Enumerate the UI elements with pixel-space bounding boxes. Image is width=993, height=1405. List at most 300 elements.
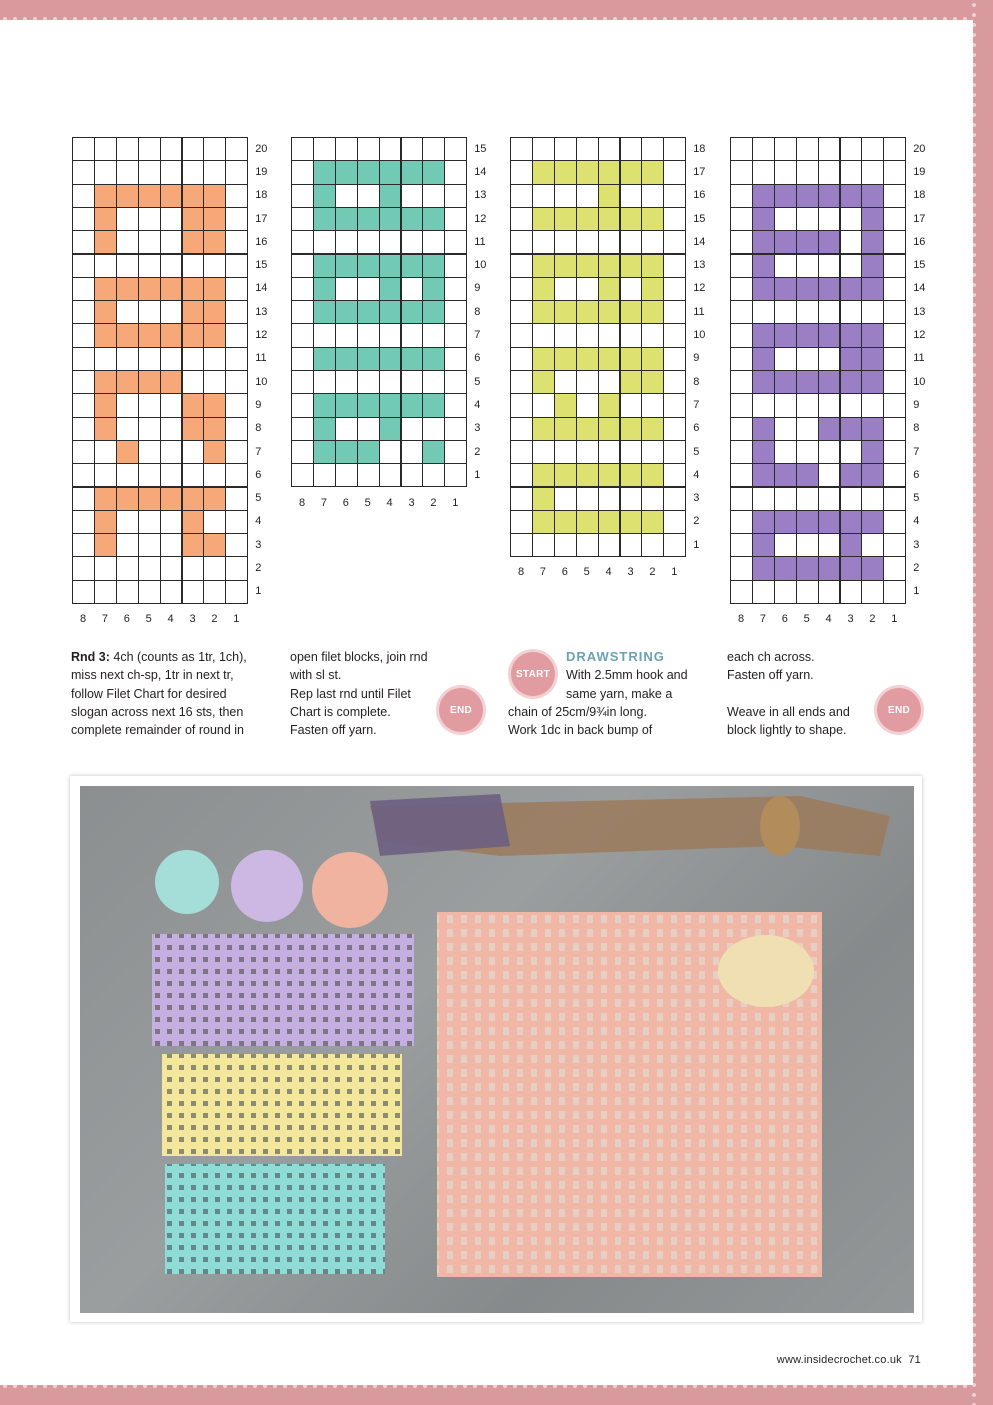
chart-cell <box>116 347 139 371</box>
chart-cell <box>138 533 161 557</box>
chart-cell <box>818 300 841 324</box>
chart-cell <box>818 160 841 184</box>
chart-cell <box>576 207 599 231</box>
chart-cell <box>796 417 819 441</box>
chart-cell <box>532 207 555 231</box>
chart-cell <box>554 370 577 394</box>
lace-trim-right <box>969 0 979 1405</box>
chart-column-number: 1 <box>452 496 459 509</box>
chart-cell <box>160 300 183 324</box>
chart-cell <box>752 533 775 557</box>
chart-row-number: 15 <box>693 212 706 225</box>
chart-cell <box>160 160 183 184</box>
chart-cell <box>94 277 117 301</box>
chart-cell <box>774 417 797 441</box>
chart-cell <box>554 440 577 464</box>
chart-cell <box>796 533 819 557</box>
chart-cell <box>554 393 577 417</box>
chart-cell <box>774 323 797 347</box>
chart-cell <box>160 463 183 487</box>
chart-row-number: 15 <box>474 142 487 155</box>
chart-row-number: 7 <box>255 445 262 458</box>
chart-cell <box>774 230 797 254</box>
chart-cell <box>94 347 117 371</box>
chart-cell <box>510 207 533 231</box>
chart-cell <box>620 184 643 208</box>
chart-cell <box>554 277 577 301</box>
chart-cell <box>818 580 841 604</box>
chart-cell <box>554 137 577 161</box>
chart-cell <box>818 347 841 371</box>
chart-cell <box>620 230 643 254</box>
chart-cell <box>357 393 380 417</box>
chart-cell <box>357 160 380 184</box>
chart-row-number: 6 <box>693 422 700 435</box>
chart-cell <box>620 463 643 487</box>
chart-cell <box>94 323 117 347</box>
chart-cell <box>138 160 161 184</box>
chart-cell <box>576 160 599 184</box>
chart-cell <box>203 556 226 580</box>
chart-cell <box>641 207 664 231</box>
chart-cell <box>94 463 117 487</box>
chart-cell <box>94 137 117 161</box>
chart-cell <box>730 533 753 557</box>
chart-cell <box>401 440 424 464</box>
chart-cell <box>444 160 467 184</box>
chart-cell <box>883 533 906 557</box>
chart-column-number: 6 <box>123 613 130 625</box>
chart-cell <box>444 207 467 231</box>
chart-cell <box>138 393 161 417</box>
chart-cell <box>840 323 863 347</box>
chart-cell <box>203 230 226 254</box>
chart-cell <box>840 463 863 487</box>
chart-row-number: 10 <box>693 329 706 342</box>
chart-cell <box>663 393 686 417</box>
chart-cell <box>752 393 775 417</box>
instruction-line: with sl st. <box>290 668 342 683</box>
chart-cell <box>313 184 336 208</box>
chart-cell <box>422 370 445 394</box>
chart-row-number: 10 <box>474 259 487 272</box>
chart-cell <box>138 207 161 231</box>
instruction-line: 4ch (counts as 1tr, 1ch), <box>109 650 247 664</box>
chart-cell <box>861 254 884 278</box>
chart-cell <box>598 254 621 278</box>
chart-cell <box>730 184 753 208</box>
chart-cell <box>774 254 797 278</box>
chart-cell <box>444 300 467 324</box>
instruction-line: Chart is complete. <box>290 704 391 719</box>
chart-cell <box>160 184 183 208</box>
chart-cell <box>532 417 555 441</box>
chart-cell <box>840 393 863 417</box>
chart-cell <box>663 277 686 301</box>
chart-cell <box>313 393 336 417</box>
chart-cell <box>379 347 402 371</box>
chart-cell <box>379 277 402 301</box>
chart-row-number: 16 <box>913 235 926 248</box>
chart-row-number: 2 <box>474 445 481 458</box>
chart-column-number: 6 <box>342 496 349 509</box>
chart-cell <box>883 393 906 417</box>
instruction-line: each ch across. <box>727 650 815 664</box>
chart-cell <box>357 417 380 441</box>
chart-row-number: 12 <box>693 282 706 295</box>
chart-cell <box>774 137 797 161</box>
chart-cell <box>796 160 819 184</box>
chart-cell <box>401 254 424 278</box>
chart-cell <box>225 160 248 184</box>
chart-cell <box>752 580 775 604</box>
chart-cell <box>598 277 621 301</box>
chart-cell <box>225 323 248 347</box>
chart-cell <box>883 463 906 487</box>
chart-cell <box>203 207 226 231</box>
chart-row-number: 17 <box>693 165 706 178</box>
chart-cell <box>752 487 775 511</box>
chart-cell <box>641 277 664 301</box>
chart-cell <box>641 137 664 161</box>
chart-cell <box>203 323 226 347</box>
chart-cell <box>335 277 358 301</box>
chart-cell <box>620 207 643 231</box>
chart-cell <box>444 277 467 301</box>
chart-cell <box>818 254 841 278</box>
chart-cell <box>840 254 863 278</box>
chart-row-number: 11 <box>693 305 705 318</box>
chart-cell <box>620 393 643 417</box>
chart-cell <box>335 393 358 417</box>
chart-column-number: 2 <box>211 613 218 625</box>
chart-cell <box>620 370 643 394</box>
chart-cell <box>444 230 467 254</box>
chart-cell <box>138 254 161 278</box>
chart-column-number: 3 <box>408 496 415 509</box>
chart-cell <box>840 230 863 254</box>
chart-cell <box>160 230 183 254</box>
chart-cell <box>861 137 884 161</box>
instruction-line: Fasten off yarn. <box>727 668 814 683</box>
chart-cell <box>576 463 599 487</box>
chart-cell <box>598 463 621 487</box>
chart-cell <box>840 440 863 464</box>
chart-cell <box>116 580 139 604</box>
chart-cell <box>225 463 248 487</box>
chart-cell <box>94 370 117 394</box>
chart-cell <box>182 463 205 487</box>
chart-cell <box>72 510 95 534</box>
chart-cell <box>72 417 95 441</box>
chart-cell <box>116 277 139 301</box>
lace-trim-bottom <box>0 1381 973 1391</box>
chart-cell <box>225 254 248 278</box>
chart-cell <box>401 300 424 324</box>
chart-cell <box>72 277 95 301</box>
chart-cell <box>335 463 358 487</box>
chart-cell <box>796 323 819 347</box>
chart-cell <box>840 487 863 511</box>
chart-cell <box>160 417 183 441</box>
chart-row-number: 3 <box>913 538 920 551</box>
chart-cell <box>444 370 467 394</box>
chart-cell <box>576 277 599 301</box>
chart-cell <box>138 510 161 534</box>
chart-cell <box>182 184 205 208</box>
chart-row-number: 19 <box>913 165 926 178</box>
chart-cell <box>730 370 753 394</box>
chart-cell <box>138 184 161 208</box>
chart-cell <box>422 463 445 487</box>
chart-row-number: 16 <box>693 189 706 202</box>
chart-cell <box>313 137 336 161</box>
chart-row-number: 9 <box>913 398 920 411</box>
instruction-line: Fasten off yarn. <box>290 723 377 738</box>
chart-cell <box>840 347 863 371</box>
chart-cell <box>116 556 139 580</box>
chart-cell <box>291 230 314 254</box>
chart-cell <box>379 417 402 441</box>
chart-column-number: 6 <box>781 613 788 625</box>
chart-cell <box>796 487 819 511</box>
chart-cell <box>335 347 358 371</box>
chart-cell <box>116 323 139 347</box>
chart-cell <box>598 487 621 511</box>
chart-row-number: 3 <box>693 492 700 505</box>
chart-row-number: 13 <box>474 189 487 202</box>
chart-cell <box>182 417 205 441</box>
chart-cell <box>182 393 205 417</box>
chart-cell <box>641 417 664 441</box>
chart-cell <box>620 323 643 347</box>
chart-row-number: 15 <box>913 259 926 272</box>
chart-cell <box>576 300 599 324</box>
chart-cell <box>357 347 380 371</box>
chart-cell <box>752 556 775 580</box>
chart-cell <box>576 440 599 464</box>
chart-cell <box>861 440 884 464</box>
chart-cell <box>225 556 248 580</box>
chart-cell <box>203 254 226 278</box>
chart-cell <box>225 580 248 604</box>
chart-cell <box>160 137 183 161</box>
chart-cell <box>663 487 686 511</box>
chart-cell <box>444 137 467 161</box>
chart-cell <box>138 417 161 441</box>
chart-cell <box>620 417 643 441</box>
chart-cell <box>182 440 205 464</box>
chart-cell <box>182 510 205 534</box>
chart-row-number: 18 <box>913 189 926 202</box>
chart-row-number: 14 <box>693 235 706 248</box>
chart-cell <box>510 510 533 534</box>
chart-cell <box>72 207 95 231</box>
chart-cell <box>861 417 884 441</box>
chart-cell <box>182 370 205 394</box>
chart-cell <box>182 347 205 371</box>
chart-cell <box>774 440 797 464</box>
chart-cell <box>510 277 533 301</box>
chart-row-number: 3 <box>474 422 481 435</box>
chart-cell <box>554 533 577 557</box>
chart-row-number: 8 <box>693 375 700 388</box>
chart-cell <box>774 533 797 557</box>
chart-cell <box>861 510 884 534</box>
chart-cell <box>861 580 884 604</box>
chart-cell <box>598 300 621 324</box>
chart-cell <box>225 184 248 208</box>
chart-cell <box>840 370 863 394</box>
chart-cell <box>138 277 161 301</box>
chart-cell <box>335 323 358 347</box>
chart-cell <box>532 393 555 417</box>
chart-cell <box>818 137 841 161</box>
chart-cell <box>532 277 555 301</box>
chart-cell <box>663 184 686 208</box>
chart-row-number: 1 <box>474 468 481 481</box>
chart-cell <box>160 580 183 604</box>
chart-row-number: 18 <box>255 189 268 202</box>
chart-cell <box>357 300 380 324</box>
chart-cell <box>94 254 117 278</box>
chart-column-number: 2 <box>649 566 656 579</box>
chart-row-number: 8 <box>255 422 262 435</box>
chart-cell <box>182 160 205 184</box>
chart-cell <box>138 347 161 371</box>
chart-cell <box>861 487 884 511</box>
chart-cell <box>203 300 226 324</box>
chart-cell <box>225 370 248 394</box>
chart-cell <box>730 254 753 278</box>
chart-cell <box>422 254 445 278</box>
chart-cell <box>861 277 884 301</box>
chart-cell <box>774 184 797 208</box>
chart-cell <box>379 160 402 184</box>
chart-cell <box>840 160 863 184</box>
chart-cell <box>752 370 775 394</box>
chart-cell <box>422 323 445 347</box>
chart-cell <box>818 533 841 557</box>
chart-cell <box>291 323 314 347</box>
chart-cell <box>532 137 555 161</box>
chart-cell <box>554 254 577 278</box>
chart-cell <box>94 393 117 417</box>
chart-cell <box>796 300 819 324</box>
chart-cell <box>357 440 380 464</box>
chart-cell <box>138 556 161 580</box>
lace-trim-top <box>0 14 973 24</box>
chart-row-number: 11 <box>913 352 925 365</box>
chart-cell <box>160 370 183 394</box>
chart-cell <box>883 160 906 184</box>
chart-cell <box>444 417 467 441</box>
chart-cell <box>620 300 643 324</box>
chart-cell <box>94 580 117 604</box>
chart-row-number: 13 <box>693 259 706 272</box>
chart-cell <box>752 510 775 534</box>
chart-cell <box>730 347 753 371</box>
chart-cell <box>532 463 555 487</box>
chart-cell <box>532 440 555 464</box>
chart-cell <box>663 510 686 534</box>
chart-column-number: 6 <box>561 566 568 579</box>
chart-cell <box>160 323 183 347</box>
chart-cell <box>774 556 797 580</box>
chart-cell <box>357 230 380 254</box>
chart-cell <box>532 254 555 278</box>
chart-cell <box>510 533 533 557</box>
chart-cell <box>116 137 139 161</box>
chart-cell <box>291 300 314 324</box>
chart-cell <box>752 417 775 441</box>
chart-cell <box>72 230 95 254</box>
chart-cell <box>94 510 117 534</box>
chart-row-number: 4 <box>474 398 481 411</box>
chart-cell <box>182 487 205 511</box>
chart-cell <box>641 487 664 511</box>
chart-cell <box>94 300 117 324</box>
chart-cell <box>532 347 555 371</box>
chart-row-number: 1 <box>693 538 700 551</box>
chart-row-number: 3 <box>255 538 262 551</box>
chart-cell <box>752 277 775 301</box>
chart-cell <box>422 417 445 441</box>
chart-row-number: 12 <box>913 329 926 342</box>
instructions-column-3a <box>566 648 726 703</box>
chart-cell <box>182 230 205 254</box>
chart-row-number: 6 <box>474 352 481 365</box>
chart-cell <box>818 230 841 254</box>
chart-column-number: 5 <box>145 613 152 625</box>
chart-column-number: 8 <box>298 496 306 509</box>
chart-cell <box>379 300 402 324</box>
chart-cell <box>641 510 664 534</box>
chart-cell <box>72 300 95 324</box>
chart-cell <box>335 417 358 441</box>
chart-cell <box>357 463 380 487</box>
chart-cell <box>357 370 380 394</box>
chart-cell <box>663 440 686 464</box>
chart-cell <box>663 207 686 231</box>
chart-row-number: 17 <box>255 212 268 225</box>
chart-cell <box>818 393 841 417</box>
chart-cell <box>752 207 775 231</box>
chart-cell <box>422 440 445 464</box>
chart-cell <box>818 207 841 231</box>
chart-cell <box>225 230 248 254</box>
chart-cell <box>883 510 906 534</box>
chart-cell <box>796 230 819 254</box>
chart-cell <box>883 230 906 254</box>
chart-cell <box>357 137 380 161</box>
chart-cell <box>641 160 664 184</box>
chart-cell <box>752 347 775 371</box>
chart-cell <box>576 254 599 278</box>
chart-cell <box>116 510 139 534</box>
chart-cell <box>774 207 797 231</box>
chart-cell <box>182 137 205 161</box>
chart-column-number: 4 <box>167 613 174 625</box>
chart-cell <box>94 184 117 208</box>
chart-cell <box>116 487 139 511</box>
chart-cell <box>554 417 577 441</box>
chart-cell <box>291 417 314 441</box>
chart-cell <box>444 463 467 487</box>
chart-cell <box>861 184 884 208</box>
chart-cell <box>730 487 753 511</box>
chart-row-number: 4 <box>693 468 700 481</box>
